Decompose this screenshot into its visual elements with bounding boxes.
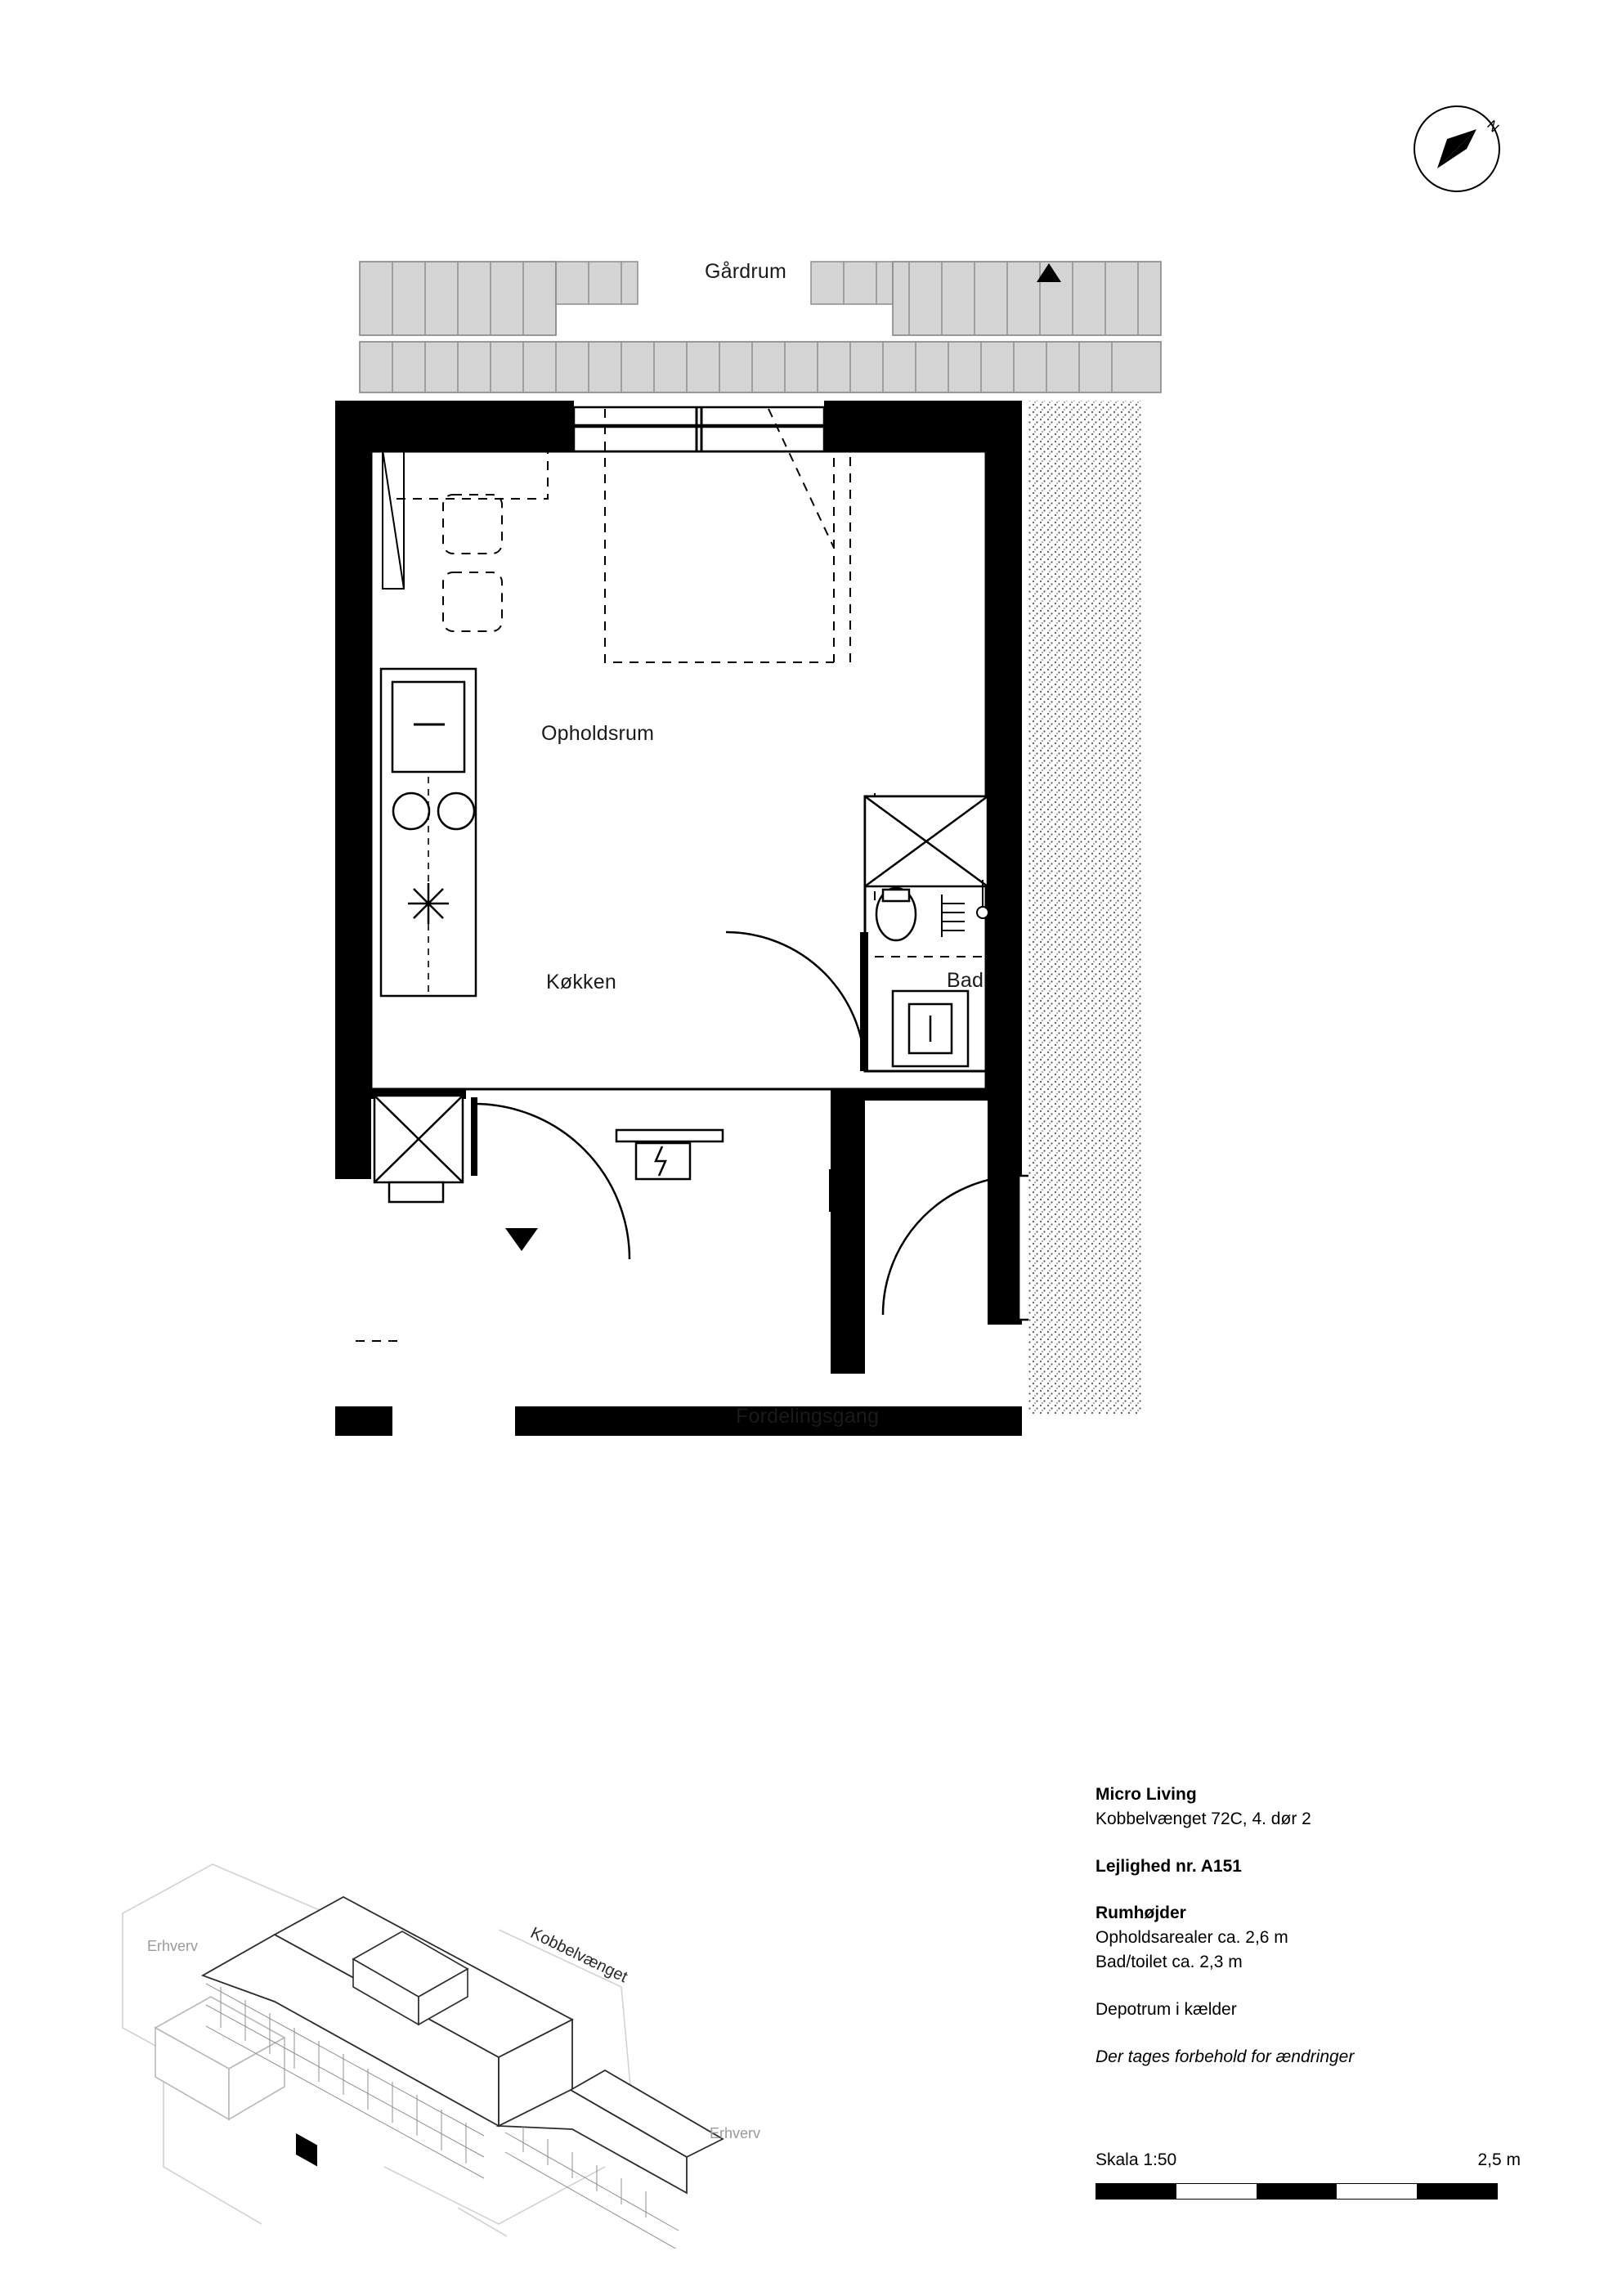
svg-text:N: N (1484, 117, 1503, 136)
room-label-bad: Bad (947, 969, 984, 992)
scale-segment (1176, 2184, 1257, 2199)
scale-bar (1096, 2183, 1498, 2200)
keyplan-label-erhverv-right: Erhverv (710, 2125, 761, 2141)
room-label-gaardrum: Gårdrum (705, 260, 787, 283)
room-height-living: Opholdsarealer ca. 2,6 m (1096, 1928, 1288, 1948)
scale-label: Skala 1:50 (1096, 2150, 1177, 2169)
highlighted-apartment (296, 2133, 317, 2166)
room-height-bath: Bad/toilet ca. 2,3 m (1096, 1953, 1243, 1972)
room-label-fordelingsgang: Fordelingsgang (736, 1405, 880, 1428)
storage-note: Depotrum i kælder (1096, 1999, 1237, 2019)
key-plan-axonometric (114, 1783, 834, 2249)
sink-icon (408, 883, 449, 924)
kitchen-units (381, 669, 476, 996)
scale-segment (1337, 2184, 1417, 2199)
project-address: Kobbelvænget 72C, 4. dør 2 (1096, 1809, 1311, 1828)
terrain-hatch (1028, 401, 1143, 1415)
facade-window (574, 407, 824, 451)
apartment-number: Lejlighed nr. A151 (1096, 1856, 1242, 1876)
hob-burner (393, 793, 429, 829)
keyplan-label-erhverv-left: Erhverv (147, 1938, 199, 1954)
compass-rose-icon (1405, 96, 1509, 201)
project-info-block (1096, 1783, 1521, 2070)
project-title: Micro Living (1096, 1785, 1197, 1804)
scale-segment (1096, 2184, 1176, 2199)
scale-segment (1417, 2184, 1497, 2199)
apartment-floor-plan (311, 204, 1586, 1635)
disclaimer-note: Der tages forbehold for ændringer (1096, 2047, 1355, 2066)
room-label-opholdsrum: Opholdsrum (541, 722, 655, 745)
keyplan-label-street: Kobbelvænget (527, 1924, 630, 1987)
lower-walls (335, 1406, 1022, 1434)
room-label-koekken: Køkken (546, 971, 616, 993)
hob-burner (438, 793, 474, 829)
scale-length-label: 2,5 m (1477, 2150, 1521, 2169)
scale-segment (1257, 2184, 1337, 2199)
room-heights-title: Rumhøjder (1096, 1904, 1186, 1923)
